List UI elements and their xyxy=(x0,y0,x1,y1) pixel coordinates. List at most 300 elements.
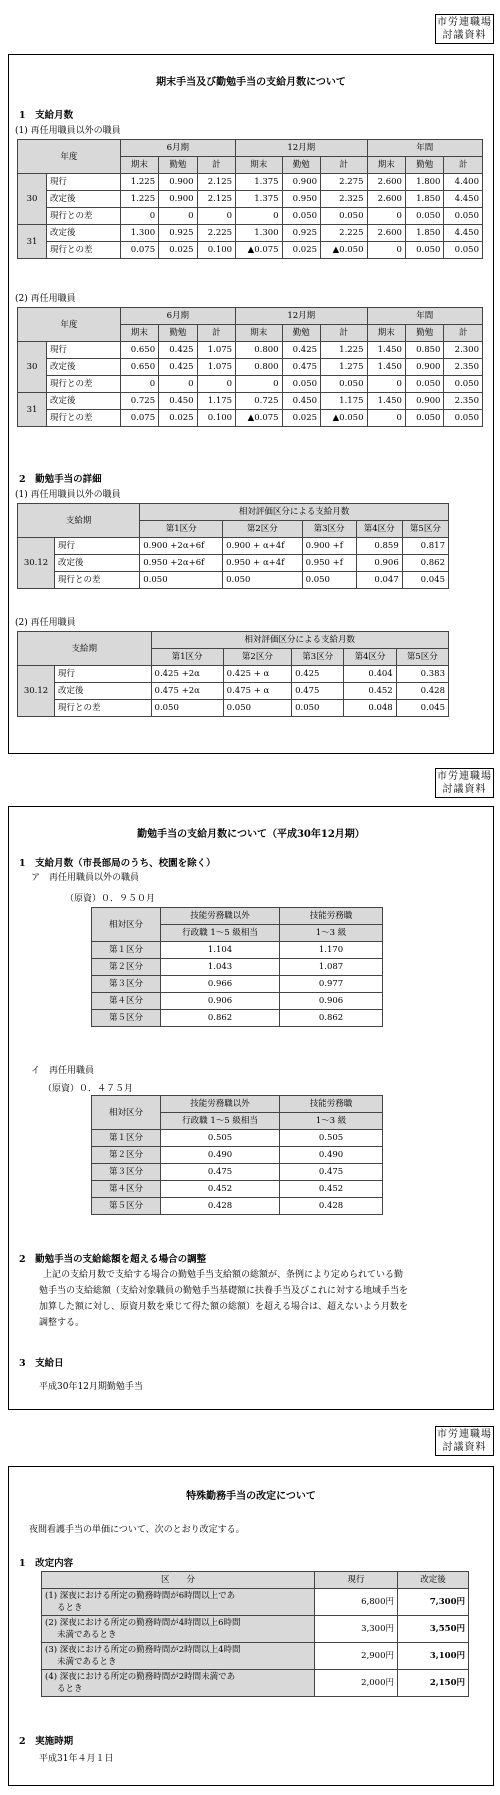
row-label: 現行との差 xyxy=(47,208,121,225)
table-cell: 0.428 xyxy=(280,1198,383,1215)
year-cell: 30 xyxy=(18,342,47,393)
table-row xyxy=(18,666,449,683)
table-cell: 0.050 xyxy=(405,376,443,393)
page2-title: 勤勉手当の支給月数について（平成30年12月期） xyxy=(137,829,365,840)
header-col: 計 xyxy=(197,157,235,174)
table-cell: 0.725 xyxy=(120,393,158,410)
table-row xyxy=(18,700,449,717)
row-label: 改定後 xyxy=(47,191,121,208)
header-col: 期末 xyxy=(367,325,405,342)
table-row xyxy=(18,342,483,359)
table-bonus-months-reappointed xyxy=(17,307,483,427)
paragraph-line: 調整する。 xyxy=(39,1318,85,1328)
table-cell: 0.425 + α xyxy=(223,666,291,683)
table-row xyxy=(18,572,449,589)
table-cell: ▲0.050 xyxy=(321,410,367,427)
table-cell: 1.104 xyxy=(161,942,280,959)
table-cell: 0.800 xyxy=(236,359,282,376)
header-period-december: 12月期 xyxy=(236,140,367,157)
year-cell: 30 xyxy=(18,174,47,225)
page2-panel xyxy=(8,806,494,1410)
table-cell: 0 xyxy=(197,376,235,393)
table-cell: 0.950 +2α+6f xyxy=(140,555,223,572)
table-row xyxy=(92,942,383,959)
row-label: 現行との差 xyxy=(47,376,121,393)
table-cell: 0.925 xyxy=(282,225,320,242)
year-cell: 31 xyxy=(18,393,47,427)
table-row xyxy=(18,555,449,572)
table-cell: 4.450 xyxy=(444,225,483,242)
page1-sub3-heading: (1) 再任用職員以外の職員 xyxy=(15,490,121,500)
table-cell: 1.087 xyxy=(280,959,383,976)
category-cell xyxy=(42,1616,315,1643)
page2-subA-heading: ア 再任用職員以外の職員 xyxy=(31,873,140,883)
row-label: 改定後 xyxy=(47,225,121,242)
table-cell: 0.045 xyxy=(396,700,448,717)
category-line: 未満であるとき xyxy=(57,1630,117,1640)
document-stamp xyxy=(435,1426,494,1456)
table-cell: 2.325 xyxy=(321,191,367,208)
header-period-annual: 年間 xyxy=(367,308,483,325)
header-period-december: 12月期 xyxy=(236,308,367,325)
table-row xyxy=(92,993,383,1010)
row-label: 改定後 xyxy=(47,359,121,376)
table-cell: 1.375 xyxy=(236,174,282,191)
table-cell: 0.900 xyxy=(159,174,197,191)
period-cell: 30.12 xyxy=(18,538,55,589)
table-row xyxy=(18,174,483,191)
table-cell: 0 xyxy=(120,376,158,393)
table-cell: 0.425 xyxy=(159,359,197,376)
table-cell: 0.050 xyxy=(444,376,483,393)
table-cell: 0.862 xyxy=(161,1010,280,1027)
table-cell: 0.050 xyxy=(444,208,483,225)
header-relative: 相対評価区分による支給月数 xyxy=(140,504,449,521)
table-cell: 0.025 xyxy=(282,410,320,427)
table-row xyxy=(18,225,483,242)
table-cell: 2.125 xyxy=(197,174,235,191)
table-cell: 0.925 xyxy=(159,225,197,242)
table-cell: 0.050 xyxy=(321,208,367,225)
table-cell: 1.225 xyxy=(321,342,367,359)
header-col: 勤勉 xyxy=(282,325,320,342)
table-cell: 0.505 xyxy=(161,1130,280,1147)
table-cell: 0.025 xyxy=(159,410,197,427)
document-stamp xyxy=(435,14,494,44)
table-cell: 0.800 xyxy=(236,342,282,359)
header-period-annual: 年間 xyxy=(367,140,483,157)
table-cell: 1.850 xyxy=(405,191,443,208)
table-row xyxy=(18,376,483,393)
current-value: 6,800円 xyxy=(315,1589,398,1616)
table-row xyxy=(18,242,483,259)
header-col: 期末 xyxy=(236,157,282,174)
table-cell: 0.862 xyxy=(280,1010,383,1027)
table-cell: 0.050 xyxy=(321,376,367,393)
table-cell: 0 xyxy=(367,242,405,259)
row-label: 第２区分 xyxy=(92,959,161,976)
page1-title: 期末手当及び勤勉手当の支給月数について xyxy=(156,77,346,88)
header-col: 勤勉 xyxy=(159,157,197,174)
category-line: 未満であるとき xyxy=(57,1657,117,1667)
page3-panel xyxy=(8,1466,494,1786)
table-cell: 1.300 xyxy=(120,225,158,242)
table-row xyxy=(42,1589,469,1616)
header-col: 期末 xyxy=(236,325,282,342)
current-value: 2,000円 xyxy=(315,1670,398,1697)
table-cell: 1.075 xyxy=(197,359,235,376)
header-col: 勤勉 xyxy=(405,325,443,342)
table-cell: 0.050 xyxy=(140,572,223,589)
header-year: 年度 xyxy=(18,308,121,342)
table-row xyxy=(92,1010,383,1027)
table-cell: 0 xyxy=(197,208,235,225)
table-cell: 0.050 xyxy=(282,376,320,393)
page3-section2-heading: 2 実施時期 xyxy=(19,1736,74,1747)
page1-panel xyxy=(8,54,494,754)
table-cell: 0 xyxy=(236,208,282,225)
table-diligence-reappointed xyxy=(17,631,449,717)
document-stamp xyxy=(435,768,494,798)
table-cell: 0.906 xyxy=(356,555,402,572)
table-cell: 0.100 xyxy=(197,410,235,427)
header-year: 年度 xyxy=(18,140,121,174)
table-cell: 0.950 +f xyxy=(302,555,356,572)
table-row xyxy=(42,1670,469,1697)
header-period-june: 6月期 xyxy=(120,308,235,325)
table-cell: 0.862 xyxy=(402,555,448,572)
table-row xyxy=(18,393,483,410)
category-line: (2) 深夜における所定の勤務時間が4時間以上6時間 xyxy=(45,1618,241,1628)
category-line: るとき xyxy=(57,1603,83,1613)
header-period: 支給期 xyxy=(18,632,152,666)
header-col: 計 xyxy=(444,157,483,174)
table-row xyxy=(92,959,383,976)
header-col: 計 xyxy=(321,325,367,342)
table-cell: 0.725 xyxy=(236,393,282,410)
table-cell: 0.450 xyxy=(159,393,197,410)
header-kubun: 第1区分 xyxy=(151,649,223,666)
header-sub1: 行政職 1～5 級相当 xyxy=(161,1113,280,1130)
header-col: 勤勉 xyxy=(159,325,197,342)
table-cell: 0.050 xyxy=(292,700,344,717)
page2-baseA: （原資）０．９５０月 xyxy=(65,894,156,904)
header-sub2: 1～3 級 xyxy=(280,1113,383,1130)
table-cell: 2.350 xyxy=(444,393,483,410)
revised-value: 3,100円 xyxy=(398,1643,469,1670)
table-row xyxy=(92,1198,383,1215)
header-kubun: 第1区分 xyxy=(140,521,223,538)
table-night-nursing-allowance xyxy=(41,1571,469,1697)
header-category: 区 分 xyxy=(42,1572,315,1589)
header-col: 勤勉 xyxy=(282,157,320,174)
table-cell: 0.850 xyxy=(405,342,443,359)
table-cell: 0.050 xyxy=(151,700,223,717)
table-row xyxy=(18,683,449,700)
header-col2: 技能労務職 xyxy=(280,908,383,925)
table-cell: 1.450 xyxy=(367,342,405,359)
table-cell: 0.650 xyxy=(120,359,158,376)
row-label: 現行との差 xyxy=(55,700,152,717)
header-col: 期末 xyxy=(120,157,158,174)
current-value: 3,300円 xyxy=(315,1616,398,1643)
table-cell: 0.100 xyxy=(197,242,235,259)
table-cell: 0.966 xyxy=(161,976,280,993)
category-cell xyxy=(42,1670,315,1697)
table-cell: 0.859 xyxy=(356,538,402,555)
page2-section2-heading: 2 勤勉手当の支給総額を超える場合の調整 xyxy=(19,1254,207,1265)
table-cell: 1.375 xyxy=(236,191,282,208)
table-cell: 0.428 xyxy=(396,683,448,700)
table-cell: ▲0.050 xyxy=(321,242,367,259)
table-cell: 0.950 xyxy=(282,191,320,208)
header-revised: 改定後 xyxy=(398,1572,469,1589)
table-cell: 0.047 xyxy=(356,572,402,589)
table-cell: 0.452 xyxy=(344,683,396,700)
table-cell: 0.475 xyxy=(161,1164,280,1181)
period-cell: 30.12 xyxy=(18,666,55,717)
table-row xyxy=(18,359,483,376)
page1-section1-heading: 1 支給月数 xyxy=(19,110,74,121)
table-cell: ▲0.075 xyxy=(236,242,282,259)
row-label: 第５区分 xyxy=(92,1198,161,1215)
table-bonus-months-regular xyxy=(17,139,483,259)
table-cell: 0.050 xyxy=(223,700,291,717)
table-cell: 1.850 xyxy=(405,225,443,242)
header-kubun: 第2区分 xyxy=(223,521,303,538)
row-label: 第３区分 xyxy=(92,1164,161,1181)
table-row xyxy=(18,191,483,208)
header-period: 支給期 xyxy=(18,504,140,538)
table-cell: 0.900 +2α+6f xyxy=(140,538,223,555)
table-cell: 2.125 xyxy=(197,191,235,208)
stamp-line-1: 市労連職場 xyxy=(437,1429,492,1440)
table-cell: 0.900 xyxy=(159,191,197,208)
table-cell: 4.400 xyxy=(444,174,483,191)
category-line: (4) 深夜における所定の勤務時間が2時間未満であ xyxy=(45,1672,236,1682)
table-row xyxy=(92,1130,383,1147)
header-col: 計 xyxy=(197,325,235,342)
table-cell: 0.050 xyxy=(405,208,443,225)
table-row xyxy=(42,1616,469,1643)
row-label: 第４区分 xyxy=(92,993,161,1010)
header-col2: 技能労務職 xyxy=(280,1096,383,1113)
page3-section2-text: 平成31年４月１日 xyxy=(39,1754,114,1764)
stamp-line-1: 市労連職場 xyxy=(437,771,492,782)
table-cell: 2.600 xyxy=(367,191,405,208)
table-cell: 1.075 xyxy=(197,342,235,359)
header-kubun: 第3区分 xyxy=(302,521,356,538)
year-cell: 31 xyxy=(18,225,47,259)
page2-section3-heading: 3 支給日 xyxy=(19,1358,64,1369)
table-cell: 0 xyxy=(367,376,405,393)
header-kubun: 第5区分 xyxy=(396,649,448,666)
paragraph-line: 上記の支給月数で支給する場合の勤勉手当支給額の総額が、条例により定められている勤 xyxy=(43,1270,404,1280)
stamp-line-1: 市労連職場 xyxy=(437,17,492,28)
row-label: 改定後 xyxy=(55,555,140,572)
table-cell: 0.050 xyxy=(405,410,443,427)
table-cell: 0.505 xyxy=(280,1130,383,1147)
page2-section1-heading: 1 支給月数（市長部局のうち、校園を除く） xyxy=(19,858,216,869)
table-cell: 2.300 xyxy=(444,342,483,359)
header-kubun: 第5区分 xyxy=(402,521,448,538)
table-row xyxy=(18,208,483,225)
header-period-june: 6月期 xyxy=(120,140,235,157)
stamp-line-2: 討議資料 xyxy=(442,30,487,41)
table-cell: 0 xyxy=(367,208,405,225)
table-cell: 0.900 + α+4f xyxy=(223,538,303,555)
table-row xyxy=(92,976,383,993)
table-cell: 0.025 xyxy=(159,242,197,259)
page1-section2-heading: 2 勤勉手当の詳細 xyxy=(19,474,102,485)
row-label: 第１区分 xyxy=(92,942,161,959)
table-cell: 1.175 xyxy=(321,393,367,410)
row-label: 第１区分 xyxy=(92,1130,161,1147)
table-cell: 1.175 xyxy=(197,393,235,410)
row-label: 第２区分 xyxy=(92,1147,161,1164)
table-cell: 0.906 xyxy=(280,993,383,1010)
table-cell: 1.225 xyxy=(120,191,158,208)
header-kubun: 第3区分 xyxy=(292,649,344,666)
header-col: 計 xyxy=(444,325,483,342)
table-cell: 0.475 xyxy=(292,683,344,700)
paragraph-line: 勉手当の支給総額（支給対象職員の勤勉手当基礎額に扶養手当及びこれに対する地域手当を xyxy=(39,1286,409,1296)
table-cell: 0.450 xyxy=(282,393,320,410)
table-cell: 0.425 xyxy=(159,342,197,359)
table-diligence-months-regular xyxy=(91,907,383,1027)
page2-subB-heading: イ 再任用職員 xyxy=(31,1066,95,1076)
table-row xyxy=(92,1164,383,1181)
table-cell: 0.906 xyxy=(161,993,280,1010)
table-cell: ▲0.075 xyxy=(236,410,282,427)
table-cell: 0 xyxy=(159,376,197,393)
table-cell: 0.404 xyxy=(344,666,396,683)
table-cell: 1.300 xyxy=(236,225,282,242)
table-cell: 0 xyxy=(236,376,282,393)
row-label: 現行 xyxy=(55,538,140,555)
header-sub1: 行政職 1～5 級相当 xyxy=(161,925,280,942)
category-cell xyxy=(42,1643,315,1670)
table-cell: 0.452 xyxy=(280,1181,383,1198)
row-label: 第５区分 xyxy=(92,1010,161,1027)
page1-sub2-heading: (2) 再任用職員 xyxy=(15,294,76,304)
row-label: 現行との差 xyxy=(47,410,121,427)
header-col1: 技能労務職以外 xyxy=(161,908,280,925)
table-cell: 4.450 xyxy=(444,191,483,208)
table-cell: 0.475 + α xyxy=(223,683,291,700)
page2-section2-paragraph xyxy=(39,1267,489,1331)
row-label: 現行 xyxy=(47,342,121,359)
table-cell: 0.475 +2α xyxy=(151,683,223,700)
header-col: 期末 xyxy=(120,325,158,342)
table-cell: 1.800 xyxy=(405,174,443,191)
table-cell: 0.425 +2α xyxy=(151,666,223,683)
table-cell: 0.050 xyxy=(444,242,483,259)
table-cell: 2.225 xyxy=(197,225,235,242)
table-cell: 0.025 xyxy=(282,242,320,259)
table-cell: 0.490 xyxy=(161,1147,280,1164)
table-row xyxy=(92,1181,383,1198)
page2-section3-text: 平成30年12月期勤勉手当 xyxy=(39,1382,143,1392)
row-label: 改定後 xyxy=(47,393,121,410)
table-cell: 0 xyxy=(159,208,197,225)
row-label: 改定後 xyxy=(55,683,152,700)
row-label: 現行 xyxy=(47,174,121,191)
revised-value: 3,550円 xyxy=(398,1616,469,1643)
row-label: 現行との差 xyxy=(55,572,140,589)
table-cell: 0.950 + α+4f xyxy=(223,555,303,572)
header-kubun: 第4区分 xyxy=(356,521,402,538)
table-cell: 0.900 xyxy=(405,359,443,376)
table-cell: 1.450 xyxy=(367,359,405,376)
revised-value: 2,150円 xyxy=(398,1670,469,1697)
header-relative: 相対評価区分による支給月数 xyxy=(151,632,448,649)
row-label: 第３区分 xyxy=(92,976,161,993)
table-cell: 0.428 xyxy=(161,1198,280,1215)
table-diligence-regular xyxy=(17,503,449,589)
header-col: 期末 xyxy=(367,157,405,174)
row-label: 現行との差 xyxy=(47,242,121,259)
table-cell: 1.275 xyxy=(321,359,367,376)
page2-baseB: （原資）０．４７５月 xyxy=(43,1084,134,1094)
table-cell: 0.075 xyxy=(120,410,158,427)
header-col: 計 xyxy=(321,157,367,174)
table-cell: 2.275 xyxy=(321,174,367,191)
table-cell: 1.043 xyxy=(161,959,280,976)
table-cell: 0.050 xyxy=(444,410,483,427)
category-cell xyxy=(42,1589,315,1616)
table-cell: 0.075 xyxy=(120,242,158,259)
table-cell: 0.050 xyxy=(282,208,320,225)
table-cell: 0.817 xyxy=(402,538,448,555)
category-line: るとき xyxy=(57,1684,83,1694)
header-kubun: 第4区分 xyxy=(344,649,396,666)
table-cell: 1.170 xyxy=(280,942,383,959)
revised-value: 7,300円 xyxy=(398,1589,469,1616)
table-cell: 0.050 xyxy=(405,242,443,259)
table-cell: 2.600 xyxy=(367,225,405,242)
category-line: (3) 深夜における所定の勤務時間が2時間以上4時間 xyxy=(45,1645,241,1655)
stamp-line-2: 討議資料 xyxy=(442,1442,487,1453)
table-cell: 0.900 xyxy=(405,393,443,410)
current-value: 2,900円 xyxy=(315,1643,398,1670)
table-cell: 2.350 xyxy=(444,359,483,376)
table-cell: 0.475 xyxy=(282,359,320,376)
table-cell: 2.225 xyxy=(321,225,367,242)
header-current: 現行 xyxy=(315,1572,398,1589)
table-cell: 1.225 xyxy=(120,174,158,191)
page1-sub4-heading: (2) 再任用職員 xyxy=(15,618,76,628)
table-cell: 0.490 xyxy=(280,1147,383,1164)
table-cell: 0.977 xyxy=(280,976,383,993)
table-cell: 0.452 xyxy=(161,1181,280,1198)
header-kubun: 第2区分 xyxy=(223,649,291,666)
table-cell: 1.450 xyxy=(367,393,405,410)
row-label: 第４区分 xyxy=(92,1181,161,1198)
table-cell: 0.050 xyxy=(223,572,303,589)
table-cell: 0.045 xyxy=(402,572,448,589)
paragraph-line: 加算した額に対し、原資月数を乗じて得た額の総額）を超える場合は、超えないよう月数を xyxy=(39,1302,409,1312)
header-col1: 技能労務職以外 xyxy=(161,1096,280,1113)
table-cell: 0.475 xyxy=(280,1164,383,1181)
table-cell: 0.900 +f xyxy=(302,538,356,555)
table-diligence-months-reappointed xyxy=(91,1095,383,1215)
page1-sub1-heading: (1) 再任用職員以外の職員 xyxy=(15,126,121,136)
page3-title: 特殊勤務手当の改定について xyxy=(186,1491,316,1502)
table-cell: 0 xyxy=(120,208,158,225)
table-cell: 0.900 xyxy=(282,174,320,191)
table-cell: 0.425 xyxy=(292,666,344,683)
